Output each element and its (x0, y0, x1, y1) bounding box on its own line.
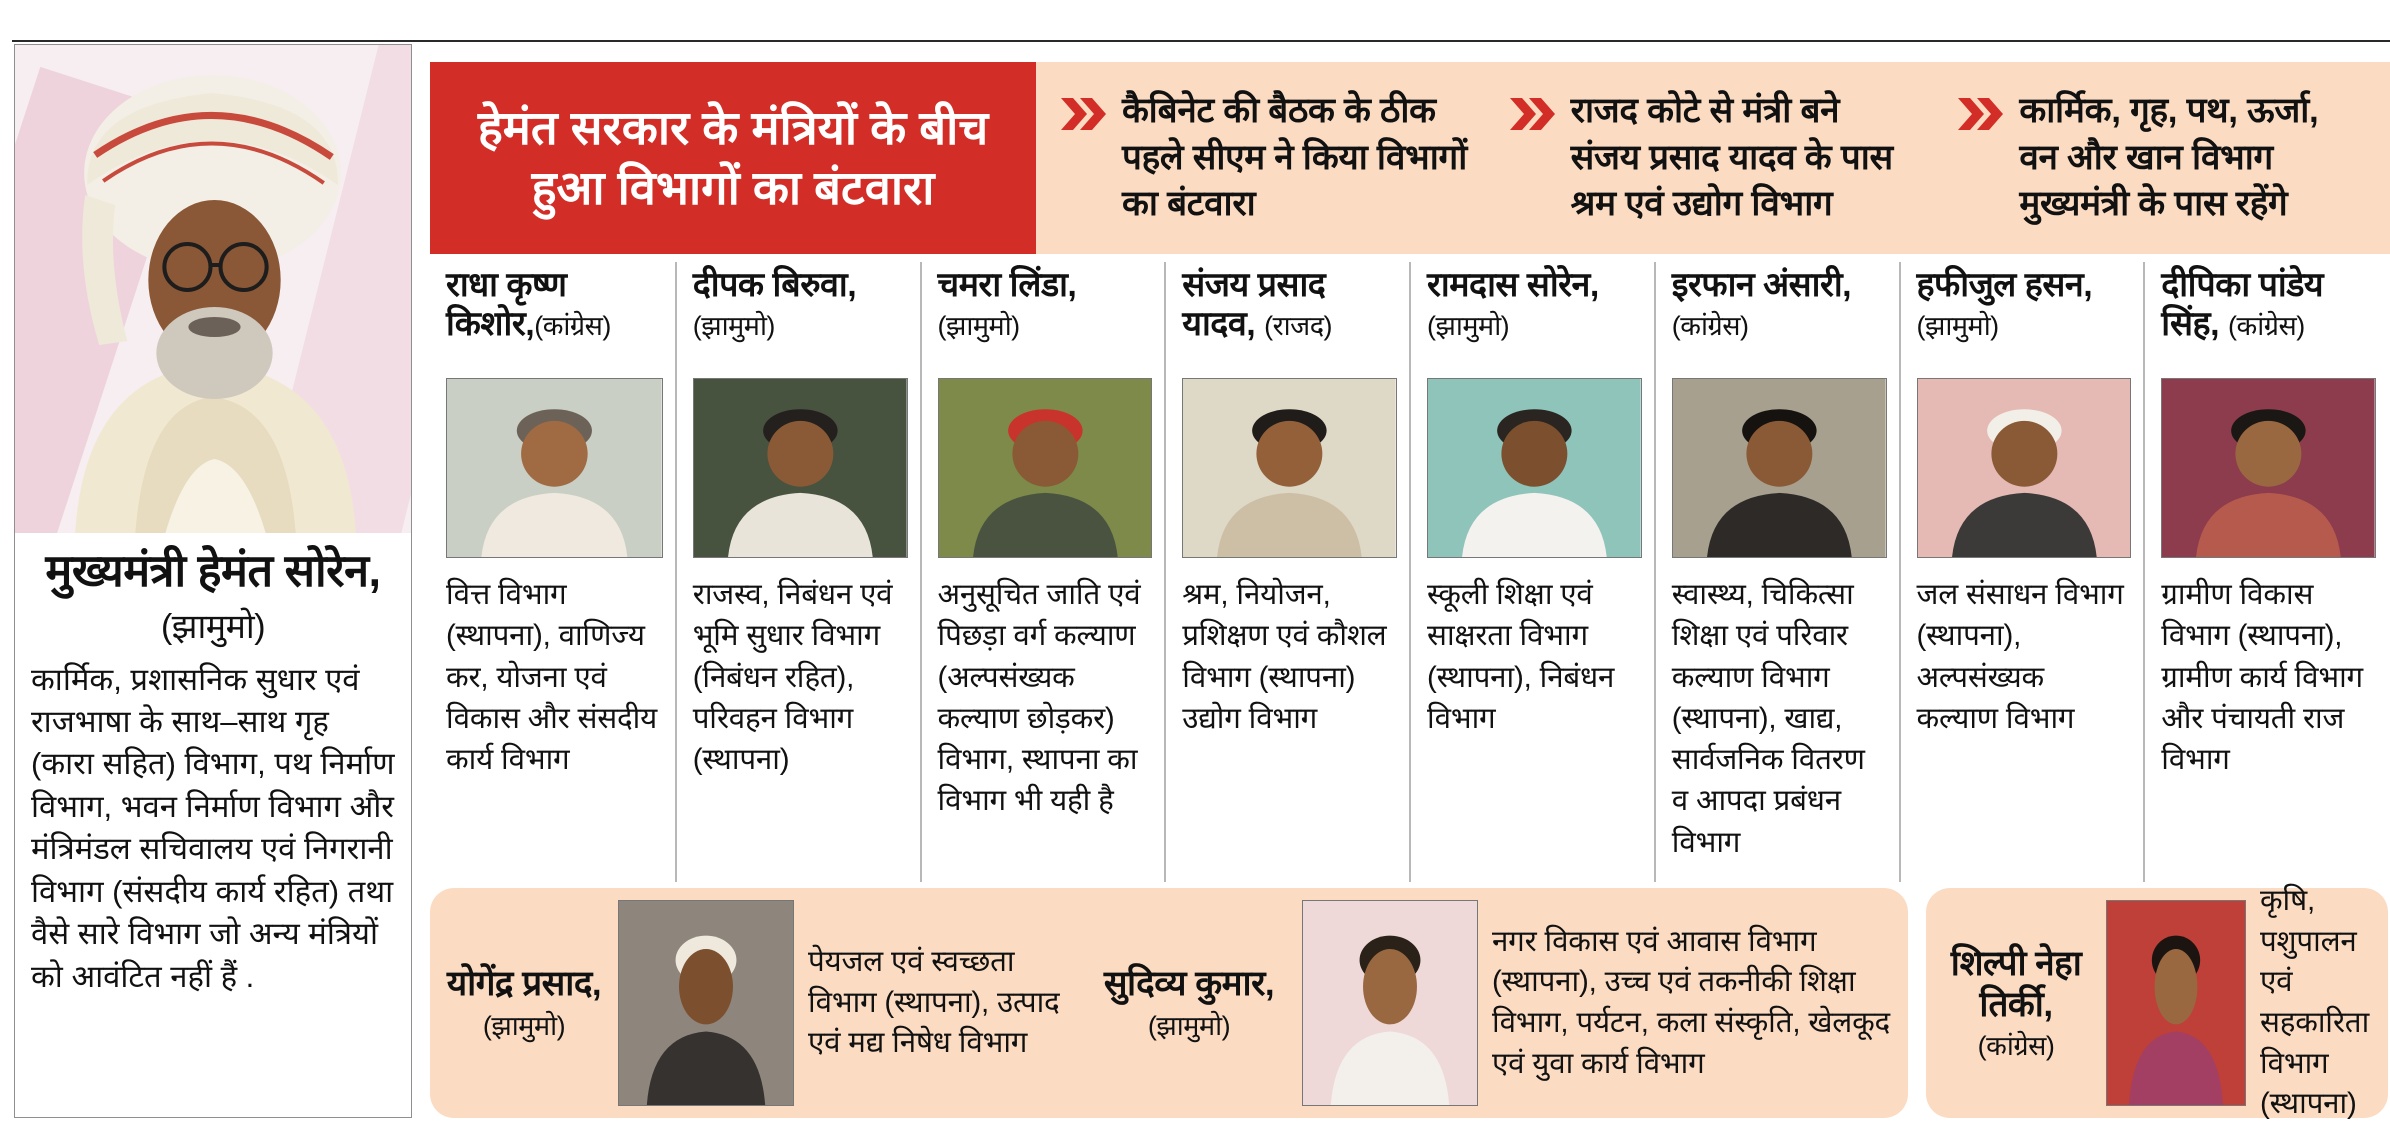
minister-photo (693, 378, 908, 558)
minister-departments: वित्त विभाग (स्थापना), वाणिज्य कर, योजना एवं विकास और संसदीय कार्य विभाग (446, 578, 658, 777)
minister-party: (राजद) (1264, 311, 1333, 342)
minister-name-text: चमरा लिंडा, (937, 266, 1077, 304)
minister-departments: ग्रामीण विकास विभाग (स्थापना), ग्रामीण कार्य विभाग और पंचायती राज विभाग (2161, 578, 2363, 777)
minister-card (1654, 262, 1899, 882)
cm-panel (14, 44, 412, 1118)
minister-party: (झामुमो) (692, 311, 775, 342)
minister-card (920, 262, 1165, 882)
cm-photo (15, 45, 411, 533)
minister-departments: स्कूली शिक्षा एवं साक्षरता विभाग (स्थापना), निबंधन विभाग (1427, 578, 1615, 735)
headline-box (430, 62, 1036, 254)
minister-departments: श्रम, नियोजन, प्रशिक्षण एवं कौशल विभाग (स्थापना) उद्योग विभाग (1182, 578, 1387, 735)
minister-party: (कांग्रेस) (2228, 311, 2305, 342)
ministers-grid (430, 262, 2388, 882)
minister-card (430, 262, 675, 882)
minister-name (1672, 266, 1887, 372)
minister-card (675, 262, 920, 882)
highlight-item (1489, 88, 1938, 228)
minister-departments: नगर विकास एवं आवास विभाग (स्थापना), उच्च एवं तकनीकी शिक्षा विभाग, पर्यटन, कला संस्कृति, खेलकूद एवं युवा कार्य विभाग (1492, 924, 1890, 1080)
minister-party: (कांग्रेस) (1977, 1031, 2055, 1062)
minister-departments: स्वास्थ्य, चिकित्सा शिक्षा एवं परिवार कल्याण विभाग (स्थापना), खाद्य, सार्वजनिक वितरण व आपदा प्रबंधन विभाग (1671, 578, 1865, 859)
cm-departments-text: कार्मिक, प्रशासनिक सुधार एवं राजभाषा के साथ–साथ गृह (कारा सहित) विभाग, पथ निर्माण विभाग, भवन निर्माण विभाग और मंत्रिमंडल सचिवालय एवं निगरानी विभाग (संसदीय कार्य रहित) तथा वैसे सारे विभाग जो अन्य मंत्रियों को आवंटित नहीं हैं . (31, 661, 395, 994)
top-band (430, 62, 2390, 254)
minister-name-text: इरफान अंसारी, (1671, 266, 1852, 304)
minister-name-text: हफीजुल हसन, (1916, 266, 2093, 304)
minister-photo (1427, 378, 1642, 558)
minister-departments: जल संसाधन विभाग (स्थापना), अल्पसंख्यक कल्याण विभाग (1916, 578, 2124, 735)
bottom-band (430, 883, 2388, 1121)
minister-name-text: योगेंद्र प्रसाद, (446, 964, 602, 1004)
minister-party: (झामुमो) (482, 1010, 566, 1041)
minister-name (693, 266, 908, 372)
minister-photo (1672, 378, 1887, 558)
highlight-item (1937, 88, 2386, 228)
minister-name-text: राधा कृष्ण किशोर, (446, 266, 567, 344)
cm-name (21, 545, 405, 649)
minister-departments: राजस्व, निबंधन एवं भूमि सुधार विभाग (निबंधन रहित), परिवहन विभाग (स्थापना) (692, 578, 893, 777)
minister-name (1427, 266, 1642, 372)
minister-departments: पेयजल एवं स्वच्छता विभाग (स्थापना), उत्पाद एवं मद्य निषेध विभाग (808, 944, 1060, 1060)
minister-photo (2106, 900, 2246, 1106)
minister-photo (1917, 378, 2132, 558)
minister-name (1090, 963, 1288, 1042)
minister-card (1899, 262, 2144, 882)
cm-portrait-illustration (15, 45, 411, 533)
minister-party: (कांग्रेस) (534, 311, 611, 342)
chevron-right-icon (1060, 98, 1106, 130)
cm-name-text: मुख्यमंत्री हेमंत सोरेन, (45, 545, 381, 596)
cm-party: (झामुमो) (160, 607, 266, 646)
highlight-text: कैबिनेट की बैठक के ठीक पहले सीएम ने किया विभागों का बंटवारा (1122, 91, 1468, 224)
minister-card (1090, 898, 1894, 1108)
minister-name (2161, 266, 2376, 372)
minister-name-text: सुदिव्य कुमार, (1103, 964, 1275, 1004)
top-divider-line (12, 40, 2390, 42)
minister-party: (झामुमो) (1427, 311, 1510, 342)
minister-departments: कृषि, पशुपालन एवं सहकारिता विभाग (स्थापना) (2260, 883, 2370, 1121)
minister-photo (446, 378, 663, 558)
minister-card (1164, 262, 1409, 882)
bottom-box-right (1926, 883, 2388, 1121)
minister-name (446, 266, 663, 372)
minister-card (444, 898, 1076, 1108)
chevron-right-icon (1509, 98, 1555, 130)
headline-text: हेमंत सरकार के मंत्रियों के बीच हुआ विभागों का बंटवारा (477, 100, 989, 214)
minister-name-text: दीपिका पांडेय सिंह, (2161, 266, 2324, 344)
chevron-right-icon (1957, 98, 2003, 130)
highlight-text: कार्मिक, गृह, पथ, ऊर्जा, वन और खान विभाग मुख्यमंत्री के पास रहेंगे (2019, 91, 2319, 224)
bottom-box-left (430, 888, 1908, 1118)
minister-photo (618, 900, 794, 1106)
minister-party: (झामुमो) (1916, 311, 1999, 342)
minister-photo (1302, 900, 1478, 1106)
minister-card (1409, 262, 1654, 882)
minister-name (444, 963, 604, 1042)
highlights-band (1036, 62, 2390, 254)
minister-photo (1182, 378, 1397, 558)
minister-name-text: संजय प्रसाद यादव, (1182, 266, 1326, 344)
highlight-text: राजद कोटे से मंत्री बने संजय प्रसाद यादव के पास श्रम एवं उद्योग विभाग (1570, 91, 1893, 224)
minister-name-text: रामदास सोरेन, (1427, 266, 1599, 304)
minister-party: (झामुमो) (1147, 1010, 1231, 1041)
minister-card (1940, 883, 2374, 1121)
minister-name (1182, 266, 1397, 372)
minister-name (1917, 266, 2132, 372)
minister-card (2143, 262, 2388, 882)
minister-party: (झामुमो) (937, 311, 1020, 342)
minister-party: (कांग्रेस) (1671, 311, 1749, 342)
highlight-item (1040, 88, 1489, 228)
minister-photo (938, 378, 1153, 558)
minister-name-text: दीपक बिरुवा, (692, 266, 857, 304)
minister-name (1940, 943, 2092, 1063)
minister-photo (2161, 378, 2376, 558)
minister-name-text: शिल्पी नेहा तिर्की, (1950, 943, 2082, 1025)
minister-departments: अनुसूचित जाति एवं पिछड़ा वर्ग कल्याण (अल्पसंख्यक कल्याण छोड़कर) विभाग, स्थापना का विभाग भी यही है (937, 578, 1141, 818)
minister-name (938, 266, 1153, 372)
